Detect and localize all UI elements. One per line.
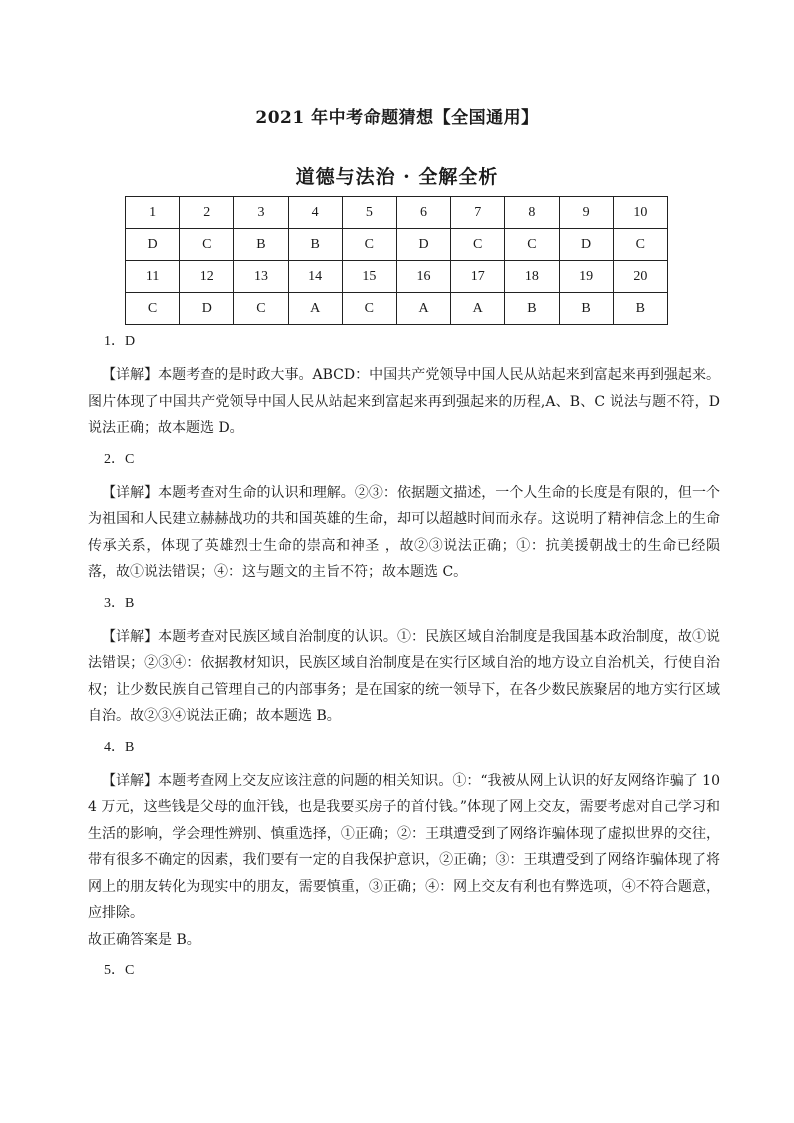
question-detail: 【详解】本题考查对民族区域自治制度的认识。①：民族区域自治制度是我国基本政治制度，故①说法错误；②③④：依据教材知识，民族区域自治制度是在实行区域自治的地方设立自治机关，行使自治权；让少数民族自己管理自己的内部事务；是在国家的统一领导下，在各少数民族聚居的地方实行区域自治。故②③④说法正确；故本题选 B。 [88,628,720,724]
table-cell: 9 [559,197,613,229]
table-cell: 20 [613,261,667,293]
page-subtitle: 道德与法治 · 全解全析 [295,166,499,188]
question-block [88,594,720,730]
table-cell: C [613,229,667,261]
table-cell: B [505,293,559,325]
table-cell: 6 [396,197,450,229]
answer-row-letters-1-10 [126,229,668,261]
table-cell: C [342,293,396,325]
table-cell: C [451,229,505,261]
question-number: 4．B [104,739,135,755]
table-cell: A [288,293,342,325]
table-cell: B [288,229,342,261]
table-cell: C [126,293,180,325]
answer-table [125,196,668,325]
table-cell: 16 [396,261,450,293]
question-number: 5．C [104,963,135,978]
table-cell: 13 [234,261,288,293]
table-cell: D [126,229,180,261]
table-cell: B [613,293,667,325]
question-block [88,961,720,981]
table-cell: 5 [342,197,396,229]
table-cell: C [342,229,396,261]
table-cell: A [451,293,505,325]
table-cell: C [505,229,559,261]
page-title: 2021 年中考命题猜想【全国通用】 [255,108,539,128]
table-cell: 11 [126,261,180,293]
table-cell: 12 [180,261,234,293]
answer-row-numbers-1-10 [126,197,668,229]
table-cell: 14 [288,261,342,293]
question-detail: 【详解】本题考查的是时政大事。ABCD：中国共产党领导中国人民从站起来到富起来再到强起来。图片体现了中国共产党领导中国人民从站起来到富起来再到强起来的历程,A、B、C 说法与题不符，D 说法正确；故本题选 D。 [88,367,720,436]
question-detail: 【详解】本题考查对生命的认识和理解。②③：依据题文描述，一个人生命的长度是有限的，但一个为祖国和人民建立赫赫战功的共和国英雄的生命，却可以超越时间而永存。这说明了精神信念上的生命传承关系，体现了英雄烈士生命的崇高和神圣 ，故②③说法正确；①：抗美援朝战士的生命已经陨落，故①说法错误；④：这与题文的主旨不符；故本题选 C。 [88,484,720,580]
question-block [88,332,720,442]
question-number: 2．C [104,451,135,467]
question-conclusion: 故正确答案是 B。 [88,931,201,948]
question-number: 1．D [104,334,136,349]
question-block [88,738,720,954]
table-cell: A [396,293,450,325]
table-cell: C [180,229,234,261]
answer-row-numbers-11-20 [126,261,668,293]
table-cell: 17 [451,261,505,293]
question-detail: 【详解】本题考查网上交友应该注意的问题的相关知识。①：“我被从网上认识的好友网络诈骗了 104 万元，这些钱是父母的血汗钱，也是我要买房子的首付钱。”体现了网上交友，需要考虑对自己学习和生活的影响，学会理性辨别、慎重选择，①正确；②：王琪遭受到了网络诈骗体现了虚拟世界的交往，带有很多不确定的因素，我们要有一定的自我保护意识，②正确；③：王琪遭受到了网络诈骗体现了将网上的朋友转化为现实中的朋友，需要慎重，③正确；④：网上交友有利也有弊选项，④不符合题意，应排除。 [88,772,720,921]
table-cell: 2 [180,197,234,229]
answer-row-letters-11-20 [126,293,668,325]
question-block [88,450,720,586]
table-cell: B [559,293,613,325]
table-cell: B [234,229,288,261]
question-number: 3．B [104,595,135,611]
table-cell: C [234,293,288,325]
table-cell: D [396,229,450,261]
table-cell: 4 [288,197,342,229]
table-cell: D [559,229,613,261]
table-cell: 15 [342,261,396,293]
table-cell: D [180,293,234,325]
table-cell: 10 [613,197,667,229]
table-cell: 8 [505,197,559,229]
table-cell: 19 [559,261,613,293]
explanations [88,332,720,991]
table-cell: 1 [126,197,180,229]
table-cell: 7 [451,197,505,229]
table-cell: 3 [234,197,288,229]
table-cell: 18 [505,261,559,293]
